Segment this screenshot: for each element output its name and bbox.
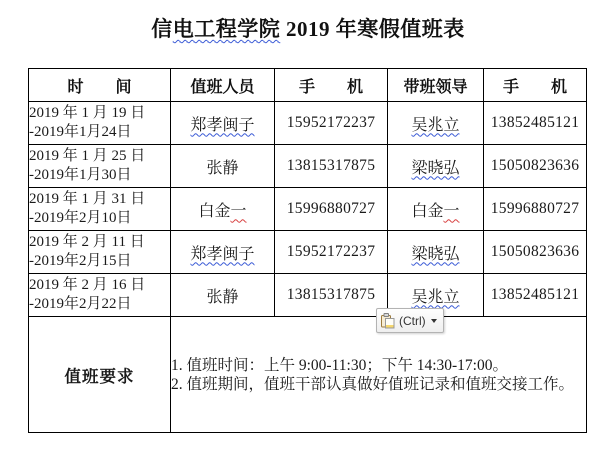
- person-name-misspelled: 一: [230, 202, 247, 220]
- leader-cell: [388, 145, 484, 188]
- date-range-line2: -2019年1月30日: [29, 167, 132, 183]
- date-range-line1: 2019 年 1 月 31 日: [29, 191, 146, 207]
- person-cell: [171, 145, 275, 188]
- date-range-line1: 2019 年 1 月 19 日: [29, 105, 146, 121]
- time-cell: [29, 274, 171, 317]
- table-row: [29, 145, 587, 188]
- table-row: [29, 188, 587, 231]
- requirements-label-cell: 值班要求: [29, 317, 171, 433]
- leader-cell: [388, 102, 484, 145]
- person-name-plain: 张静: [206, 159, 239, 177]
- person-name-plain: 张静: [206, 288, 239, 306]
- date-range-line2: -2019年2月15日: [29, 253, 132, 269]
- header-cell-phone-2: 手 机: [484, 69, 587, 102]
- leader-name-misspelled: 一: [443, 202, 460, 220]
- header-cell-time: 时 间: [29, 69, 171, 102]
- header-cell-leader: 带班领导: [388, 69, 484, 102]
- requirement-line-2: 2. 值班期间，值班干部认真做好值班记录和值班交接工作。: [171, 375, 575, 393]
- leader-name-misspelled: 梁晓弘: [411, 159, 460, 177]
- header-cell-phone-1: 手 机: [275, 69, 388, 102]
- date-range-line1: 2019 年 1 月 25 日: [29, 148, 146, 164]
- leader-name-misspelled: 吴兆立: [411, 116, 460, 134]
- leader-phone-cell: 13852485121: [484, 102, 587, 145]
- title-text-suffix: 2019 年寒假值班表: [280, 17, 465, 41]
- title-misspelled-text: 电工程学院: [172, 17, 281, 41]
- leader-name-plain: 白金: [411, 202, 444, 220]
- dropdown-caret-icon: [431, 319, 437, 323]
- duty-roster-table: [28, 68, 587, 433]
- date-range-line2: -2019年2月10日: [29, 210, 132, 226]
- title-text-prefix: 信: [151, 17, 173, 41]
- time-cell: [29, 231, 171, 274]
- person-phone-cell: 13815317875: [275, 274, 388, 317]
- person-cell: [171, 231, 275, 274]
- person-phone-cell: 15952172237: [275, 231, 388, 274]
- leader-name-misspelled: 吴兆立: [411, 288, 460, 306]
- leader-phone-cell: 15050823636: [484, 231, 587, 274]
- leader-phone-cell: 15996880727: [484, 188, 587, 231]
- date-range-line2: -2019年1月24日: [29, 124, 132, 140]
- time-cell: [29, 188, 171, 231]
- person-name-misspelled: 郑孝闽子: [190, 116, 255, 134]
- header-cell-person: 值班人员: [171, 69, 275, 102]
- date-range-line2: -2019年2月22日: [29, 296, 132, 312]
- paste-options-button[interactable]: [376, 308, 444, 333]
- table-row: [29, 102, 587, 145]
- leader-phone-cell: 15050823636: [484, 145, 587, 188]
- person-cell: [171, 274, 275, 317]
- person-phone-cell: 15952172237: [275, 102, 388, 145]
- paste-clipboard-icon: [381, 313, 395, 329]
- header-row: [29, 69, 587, 102]
- date-range-line1: 2019 年 2 月 16 日: [29, 277, 146, 293]
- person-name-misspelled: 郑孝闽子: [190, 245, 255, 263]
- leader-cell: [388, 188, 484, 231]
- date-range-line1: 2019 年 2 月 11 日: [29, 234, 145, 250]
- table-row: [29, 274, 587, 317]
- requirements-row: [29, 317, 587, 433]
- person-phone-cell: 15996880727: [275, 188, 388, 231]
- person-name-plain: 白金: [198, 202, 231, 220]
- requirement-line-1: 1. 值班时间：上午 9:00-11:30；下午 14:30-17:00。: [171, 356, 508, 374]
- time-cell: [29, 102, 171, 145]
- person-cell: [171, 102, 275, 145]
- time-cell: [29, 145, 171, 188]
- page-title: [0, 13, 616, 43]
- table-row: [29, 231, 587, 274]
- person-phone-cell: 13815317875: [275, 145, 388, 188]
- leader-name-misspelled: 梁晓弘: [411, 245, 460, 263]
- leader-phone-cell: 13852485121: [484, 274, 587, 317]
- requirements-text-cell: [171, 317, 587, 433]
- leader-cell: [388, 231, 484, 274]
- paste-options-label: (Ctrl): [399, 313, 426, 328]
- person-cell: [171, 188, 275, 231]
